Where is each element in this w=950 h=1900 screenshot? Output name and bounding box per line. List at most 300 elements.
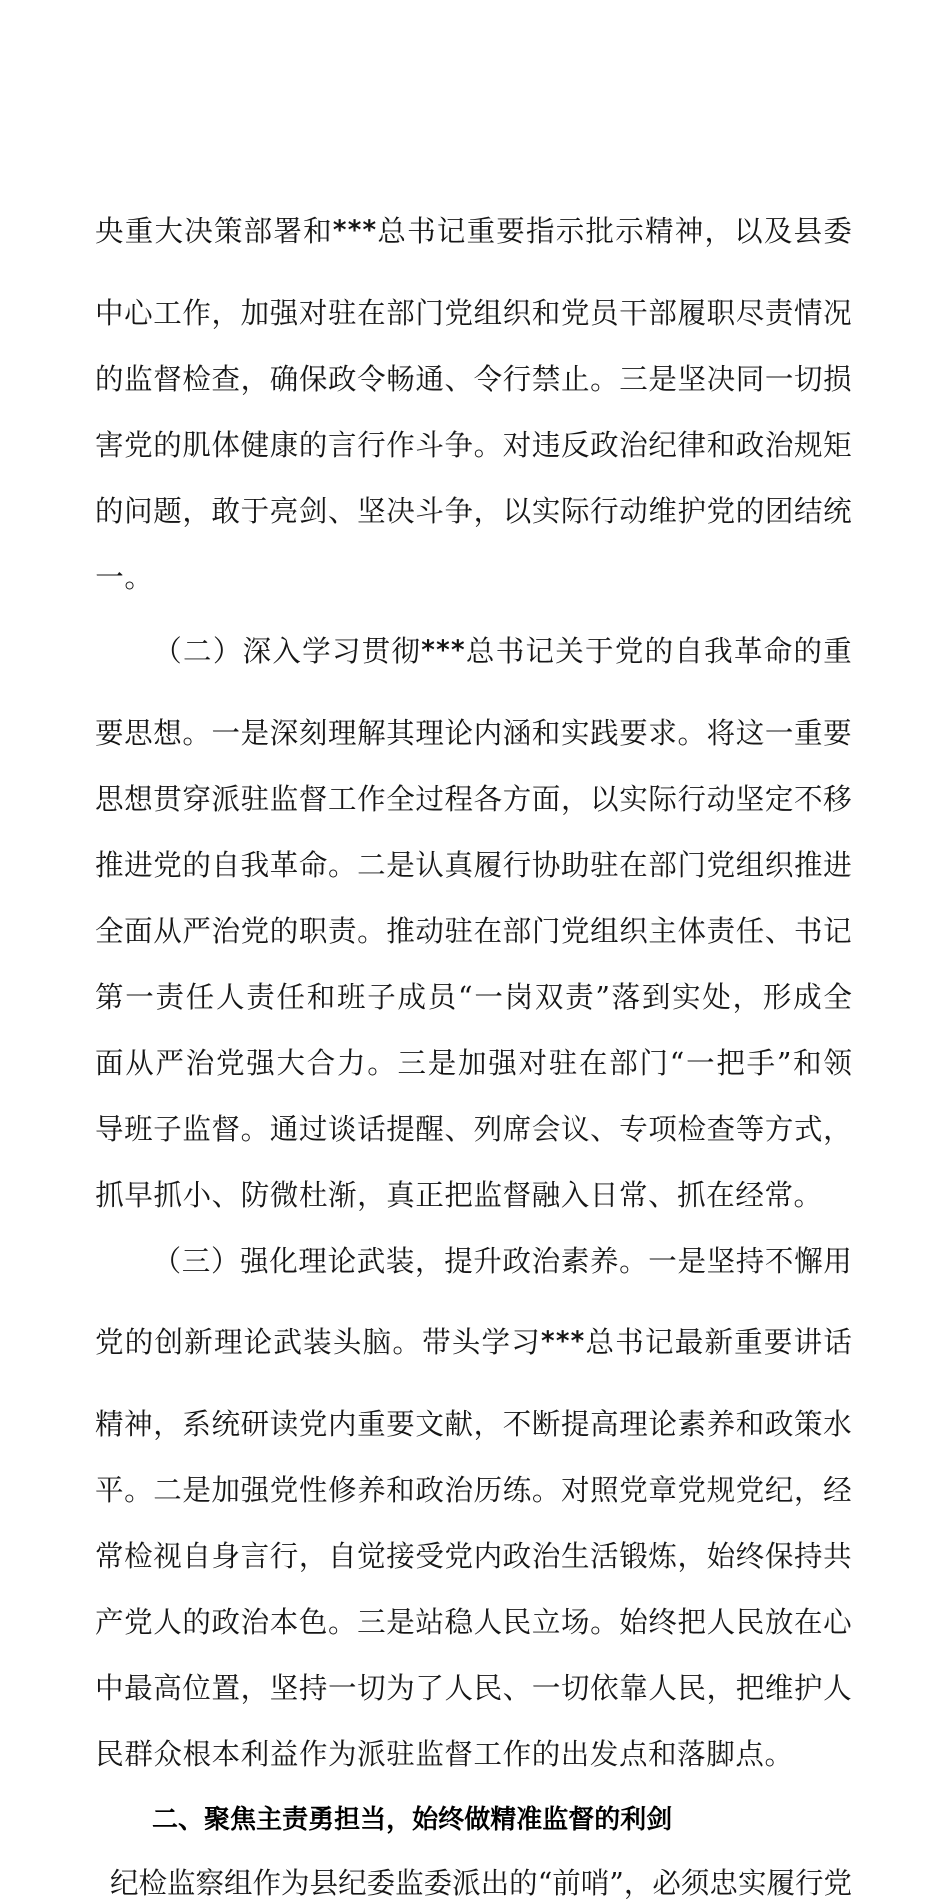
text-char: 是 xyxy=(648,362,677,396)
text-char: ， xyxy=(240,362,270,396)
text-char: 监 xyxy=(415,1737,444,1771)
text-char: 检 xyxy=(124,1539,153,1573)
text-char: （ xyxy=(153,634,182,669)
text-char: 在 xyxy=(473,914,503,948)
text-char: “ xyxy=(458,980,473,1014)
text-char: 行 xyxy=(502,848,532,882)
text-char: 。 xyxy=(328,1605,357,1639)
text-char: 查 xyxy=(706,1112,736,1146)
text-char: 方 xyxy=(502,782,532,816)
text-char: 必 xyxy=(652,1866,681,1900)
text-char: ， xyxy=(794,1473,823,1507)
text-char: 提 xyxy=(444,1244,473,1278)
text-char: 部 xyxy=(386,296,415,330)
text-char: 通 xyxy=(269,1112,299,1146)
text-char: 立 xyxy=(531,1605,561,1639)
text-char: 政 xyxy=(590,428,619,462)
text-char: 、 xyxy=(444,362,474,396)
text-char: 肌 xyxy=(182,428,211,462)
text-char: 二 xyxy=(357,848,386,882)
text-char: 确 xyxy=(269,362,299,396)
text-char: 自 xyxy=(211,848,241,882)
text-char: 检 xyxy=(677,1112,707,1146)
text-char: 内 xyxy=(473,1539,503,1573)
text-char: 履 xyxy=(766,1866,795,1900)
text-char: 大 xyxy=(276,1046,306,1080)
text-char: 驻 xyxy=(328,296,357,330)
text-char: 工 xyxy=(328,782,357,816)
text-char: 高 xyxy=(590,1407,619,1441)
text-char: 全 xyxy=(386,782,415,816)
text-char: 一 xyxy=(125,980,154,1014)
text-char: 在 xyxy=(357,296,386,330)
text-char: 严 xyxy=(182,914,211,948)
text-char: 力 xyxy=(337,1046,366,1080)
text-char: ， xyxy=(677,1539,707,1573)
text-char: 组 xyxy=(473,296,503,330)
text-char: 贯 xyxy=(153,782,182,816)
text-char: 部 xyxy=(502,914,532,948)
text-char: 论 xyxy=(327,1244,357,1278)
text-char: 学 xyxy=(302,634,331,669)
text-char: 第 xyxy=(95,980,124,1014)
text-char: 心 xyxy=(124,296,153,330)
text-char: 落 xyxy=(611,980,641,1014)
text-char: 的 xyxy=(531,1737,561,1771)
text-char: 不 xyxy=(794,782,823,816)
text-char: 、 xyxy=(502,1671,532,1705)
text-char: 经 xyxy=(735,1178,764,1212)
text-char: 责 xyxy=(565,980,594,1014)
text-char: 生 xyxy=(561,1539,590,1573)
redaction-char: * xyxy=(362,215,377,247)
text-char: 当 xyxy=(360,1804,387,1835)
text-char: 人 xyxy=(706,1605,736,1639)
text-char: 治 xyxy=(531,1539,561,1573)
text-char: 要 xyxy=(386,1407,415,1441)
text-char: ， xyxy=(298,1539,328,1573)
redaction-char: * xyxy=(436,635,450,667)
text-char: 命 xyxy=(298,848,328,882)
text-char: 文 xyxy=(415,1407,444,1441)
text-char: ， xyxy=(153,1407,182,1441)
text-char: 委 xyxy=(423,1866,453,1900)
text-char: 利 xyxy=(240,1737,270,1771)
text-char: 始 xyxy=(412,1804,439,1835)
text-char: 处 xyxy=(702,980,731,1014)
text-char: 列 xyxy=(473,1112,503,1146)
text-char: 化 xyxy=(269,1244,298,1278)
text-char: 令 xyxy=(357,362,386,396)
text-char: 要 xyxy=(95,716,124,750)
text-char: 定 xyxy=(764,782,794,816)
text-char: 人 xyxy=(153,1605,182,1639)
text-char: 以 xyxy=(502,494,532,528)
text-char: 、 xyxy=(211,1178,241,1212)
text-char: 项 xyxy=(648,1112,677,1146)
text-char: 检 xyxy=(138,1866,167,1900)
text-char: 的 xyxy=(95,494,124,528)
section-heading xyxy=(95,1804,852,1835)
text-char: 班 xyxy=(337,980,366,1014)
text-line xyxy=(95,782,852,816)
text-char: 思 xyxy=(95,782,124,816)
text-char: 治 xyxy=(240,1605,270,1639)
text-line xyxy=(95,296,852,330)
text-char: 监 xyxy=(166,1866,196,1900)
text-char: 责 xyxy=(706,914,736,948)
text-char: 发 xyxy=(589,1737,619,1771)
text-char: 违 xyxy=(531,428,561,462)
text-char: 的 xyxy=(594,1804,621,1835)
text-char: 到 xyxy=(641,980,671,1014)
text-char: 部 xyxy=(609,1046,638,1080)
paragraph-indent xyxy=(95,1247,152,1276)
text-char: 正 xyxy=(415,1178,444,1212)
text-char: 强 xyxy=(246,1046,275,1080)
text-char: ， xyxy=(473,494,503,528)
text-char: 身 xyxy=(211,1539,241,1573)
text-char: 常 xyxy=(95,1539,124,1573)
text-char: 督 xyxy=(502,1178,532,1212)
text-char: 场 xyxy=(561,1605,590,1639)
text-char: 县 xyxy=(793,214,823,249)
text-char: 持 xyxy=(298,1671,328,1705)
text-char: 同 xyxy=(735,362,765,396)
text-char: 移 xyxy=(823,782,852,816)
text-char: 为 xyxy=(386,1671,415,1705)
text-char: 新 xyxy=(184,1325,213,1360)
text-char: 真 xyxy=(386,1178,415,1212)
text-char: 是 xyxy=(386,848,415,882)
text-char: 的 xyxy=(509,1866,538,1900)
text-char: 一 xyxy=(474,980,503,1014)
text-char: 动 xyxy=(706,782,736,816)
text-char: 党 xyxy=(735,1473,765,1507)
text-char: 手 xyxy=(746,1046,776,1080)
text-char: 锻 xyxy=(619,1539,648,1573)
text-char: 命 xyxy=(763,634,793,669)
text-line xyxy=(95,1244,852,1278)
text-char: 民 xyxy=(473,1671,503,1705)
text-char: 领 xyxy=(823,1046,852,1080)
text-char: 最 xyxy=(124,1671,153,1705)
text-char: 敢 xyxy=(211,494,241,528)
text-char: 记 xyxy=(823,914,852,948)
text-char: 精 xyxy=(644,214,674,249)
text-char: 要 xyxy=(763,1325,793,1360)
text-char: 的 xyxy=(644,634,674,669)
text-char: 抓 xyxy=(95,1178,124,1212)
text-char: 三 xyxy=(619,362,648,396)
text-char: 党 xyxy=(95,1325,124,1360)
text-char: 日 xyxy=(589,1178,619,1212)
text-char: 康 xyxy=(269,428,299,462)
text-char: 、 xyxy=(590,1112,619,1146)
text-char: 重 xyxy=(734,1325,763,1360)
text-char: 员 xyxy=(427,980,457,1014)
text-char: 岗 xyxy=(504,980,534,1014)
text-char: 作 xyxy=(502,1737,532,1771)
text-char: 求 xyxy=(648,716,677,750)
text-line xyxy=(95,1112,852,1146)
text-char: 党 xyxy=(677,1473,707,1507)
text-char: 色 xyxy=(298,1605,328,1639)
text-char: 督 xyxy=(568,1804,595,1835)
text-char: 记 xyxy=(644,1325,674,1360)
text-char: 最 xyxy=(674,1325,704,1360)
text-char: 策 xyxy=(794,1407,823,1441)
text-char: 受 xyxy=(415,1539,444,1573)
text-char: 部 xyxy=(648,296,677,330)
text-char: 方 xyxy=(764,1112,794,1146)
text-char: 献 xyxy=(444,1407,474,1441)
text-char: 。 xyxy=(328,848,357,882)
text-char: 于 xyxy=(240,494,270,528)
text-char: 落 xyxy=(677,1737,706,1771)
text-char: 视 xyxy=(153,1539,182,1573)
text-char: 。 xyxy=(240,1112,270,1146)
text-char: 反 xyxy=(561,428,590,462)
text-char: 动 xyxy=(619,494,648,528)
text-char: 深 xyxy=(242,634,272,669)
text-char: 一 xyxy=(95,560,124,594)
text-line xyxy=(95,214,852,249)
text-char: 在 xyxy=(706,1178,735,1212)
text-char: 性 xyxy=(298,1473,328,1507)
text-char: 、 xyxy=(764,914,794,948)
text-char: 纪 xyxy=(109,1866,139,1900)
text-char: 形 xyxy=(762,980,792,1014)
text-char: 哨 xyxy=(580,1866,610,1900)
text-char: 强 xyxy=(240,1473,270,1507)
text-char: 书 xyxy=(615,1325,644,1360)
text-char: 的 xyxy=(793,634,823,669)
text-char: 依 xyxy=(590,1671,619,1705)
text-char: 导 xyxy=(95,1112,124,1146)
text-char: 养 xyxy=(706,1407,736,1441)
text-char: 部 xyxy=(648,848,677,882)
text-char: ， xyxy=(182,494,211,528)
text-char: 不 xyxy=(502,1407,532,1441)
text-char: 思 xyxy=(124,716,153,750)
text-char: 党 xyxy=(298,1407,328,1441)
text-char: 保 xyxy=(764,1539,794,1573)
text-line xyxy=(95,428,852,462)
text-char: 。 xyxy=(677,716,707,750)
text-char: 合 xyxy=(306,1046,336,1080)
text-char: 经 xyxy=(823,1473,852,1507)
text-char: 行 xyxy=(357,428,386,462)
text-char: 是 xyxy=(427,1046,457,1080)
text-char: 历 xyxy=(473,1473,503,1507)
text-line xyxy=(95,716,852,750)
text-char: 履 xyxy=(473,848,503,882)
text-char: 纪 xyxy=(648,428,677,462)
text-char: 始 xyxy=(619,1605,648,1639)
text-char: 一 xyxy=(211,716,241,750)
text-char: 剑 xyxy=(298,494,328,528)
text-char: 点 xyxy=(735,1737,764,1771)
text-char: 三 xyxy=(397,1046,427,1080)
text-char: 民 xyxy=(677,1671,707,1705)
text-char: 本 xyxy=(269,1605,299,1639)
text-char: 班 xyxy=(124,1112,153,1146)
text-char: 书 xyxy=(794,914,823,948)
text-char: 前 xyxy=(552,1866,581,1900)
text-char: 党 xyxy=(706,494,736,528)
text-char: ， xyxy=(211,296,241,330)
text-char: 想 xyxy=(153,716,182,750)
text-char: 派 xyxy=(357,1737,386,1771)
text-char: ） xyxy=(210,1244,240,1278)
text-line xyxy=(95,1178,852,1212)
text-char: 一 xyxy=(764,362,794,396)
text-char: 须 xyxy=(680,1866,710,1900)
text-char: 了 xyxy=(415,1671,444,1705)
text-char: 书 xyxy=(495,634,525,669)
text-char: 政 xyxy=(502,1244,532,1278)
text-char: 责 xyxy=(246,980,275,1014)
text-char: 督 xyxy=(153,362,182,396)
text-char: 实 xyxy=(737,1866,767,1900)
text-char: 职 xyxy=(706,296,736,330)
text-char: 大 xyxy=(154,214,183,249)
text-char: 推 xyxy=(386,914,415,948)
text-char: 通 xyxy=(415,362,444,396)
text-char: 规 xyxy=(794,428,823,462)
text-char: 会 xyxy=(531,1112,561,1146)
text-char: 靠 xyxy=(619,1671,648,1705)
text-char: ， xyxy=(561,782,590,816)
text-char: 革 xyxy=(269,848,299,882)
text-char: 站 xyxy=(415,1605,444,1639)
text-char: 任 xyxy=(735,914,765,948)
text-char: 理 xyxy=(415,716,444,750)
text-char: ” xyxy=(609,1866,624,1900)
text-char: 保 xyxy=(298,362,328,396)
text-char: 神 xyxy=(124,1407,153,1441)
text-char: 放 xyxy=(764,1605,794,1639)
text-char: 推 xyxy=(794,848,823,882)
text-char: 置 xyxy=(211,1671,241,1705)
text-char: ， xyxy=(706,1671,736,1705)
text-char: 新 xyxy=(704,1325,733,1360)
text-char: 益 xyxy=(269,1737,299,1771)
text-char: 带 xyxy=(422,1325,451,1360)
text-char: 坚 xyxy=(706,1244,736,1278)
text-char: 炼 xyxy=(648,1539,677,1573)
text-char: 学 xyxy=(481,1325,511,1360)
text-char: 总 xyxy=(465,634,495,669)
text-char: 理 xyxy=(213,1325,243,1360)
text-char: 责 xyxy=(155,980,185,1014)
text-char: 养 xyxy=(357,1473,386,1507)
text-line xyxy=(95,980,852,1014)
text-char: 人 xyxy=(216,980,245,1014)
text-char: 抓 xyxy=(677,1178,706,1212)
text-char: 止 xyxy=(561,362,590,396)
text-char: 贯 xyxy=(361,634,391,669)
text-char: 行 xyxy=(502,362,532,396)
text-char: 重 xyxy=(124,214,154,249)
text-char: 自 xyxy=(182,1539,211,1573)
text-char: 精 xyxy=(95,1407,124,1441)
text-char: 委 xyxy=(823,214,852,249)
text-char: 问 xyxy=(124,494,153,528)
text-char: 重 xyxy=(794,716,823,750)
text-char: 头 xyxy=(451,1325,481,1360)
text-char: 持 xyxy=(794,1539,823,1573)
text-char: ， xyxy=(415,1244,444,1278)
text-char: 加 xyxy=(240,296,270,330)
text-char: “ xyxy=(537,1866,553,1900)
text-char: 言 xyxy=(328,428,357,462)
text-char: 微 xyxy=(269,1178,299,1212)
text-char: 党 xyxy=(561,914,590,948)
text-char: 纪 xyxy=(338,1866,367,1900)
text-char: 责 xyxy=(764,296,794,330)
text-char: 切 xyxy=(561,1671,590,1705)
text-char: 行 xyxy=(269,1539,299,1573)
text-char: 总 xyxy=(585,1325,615,1360)
text-char: 练 xyxy=(502,1473,532,1507)
text-char: 令 xyxy=(473,362,503,396)
text-char: 实 xyxy=(531,494,561,528)
text-char: 自 xyxy=(328,1539,357,1573)
text-line xyxy=(95,634,852,669)
text-char: 及 xyxy=(763,214,793,249)
text-char: 革 xyxy=(733,634,763,669)
text-char: 监 xyxy=(395,1866,424,1900)
text-char: 人 xyxy=(473,1605,503,1639)
text-char: 强 xyxy=(269,296,299,330)
text-char: 常 xyxy=(764,1178,793,1212)
text-char: 装 xyxy=(303,1325,332,1360)
text-char: 于 xyxy=(585,634,614,669)
text-char: 是 xyxy=(677,1244,706,1278)
text-char: 强 xyxy=(488,1046,517,1080)
text-char: 示 xyxy=(615,214,644,249)
text-char: 驻 xyxy=(444,914,474,948)
text-char: 忠 xyxy=(709,1866,738,1900)
text-char: 照 xyxy=(590,1473,619,1507)
text-char: 言 xyxy=(240,1539,270,1573)
text-char: 坚 xyxy=(677,362,707,396)
text-char: 监 xyxy=(182,1112,211,1146)
text-char: 素 xyxy=(560,1244,590,1278)
text-char: 任 xyxy=(185,980,215,1014)
text-char: 督 xyxy=(444,1737,473,1771)
text-char: 脑 xyxy=(362,1325,392,1360)
text-char: 对 xyxy=(518,1046,548,1080)
text-char: 懈 xyxy=(794,1244,823,1278)
text-char: 健 xyxy=(240,428,270,462)
text-char: 把 xyxy=(677,1605,707,1639)
text-char: 。 xyxy=(367,1046,396,1080)
text-char: 以 xyxy=(590,782,619,816)
text-char: 脚 xyxy=(706,1737,735,1771)
text-char: 和 xyxy=(735,1407,765,1441)
text-char: 子 xyxy=(367,980,396,1014)
text-line xyxy=(95,1325,852,1360)
text-char: 、 xyxy=(178,1804,205,1835)
text-char: 系 xyxy=(182,1407,211,1441)
text-char: 署 xyxy=(273,214,302,249)
text-char: 内 xyxy=(328,1407,357,1441)
text-char: 彻 xyxy=(391,634,421,669)
text-char: 一 xyxy=(648,1244,677,1278)
